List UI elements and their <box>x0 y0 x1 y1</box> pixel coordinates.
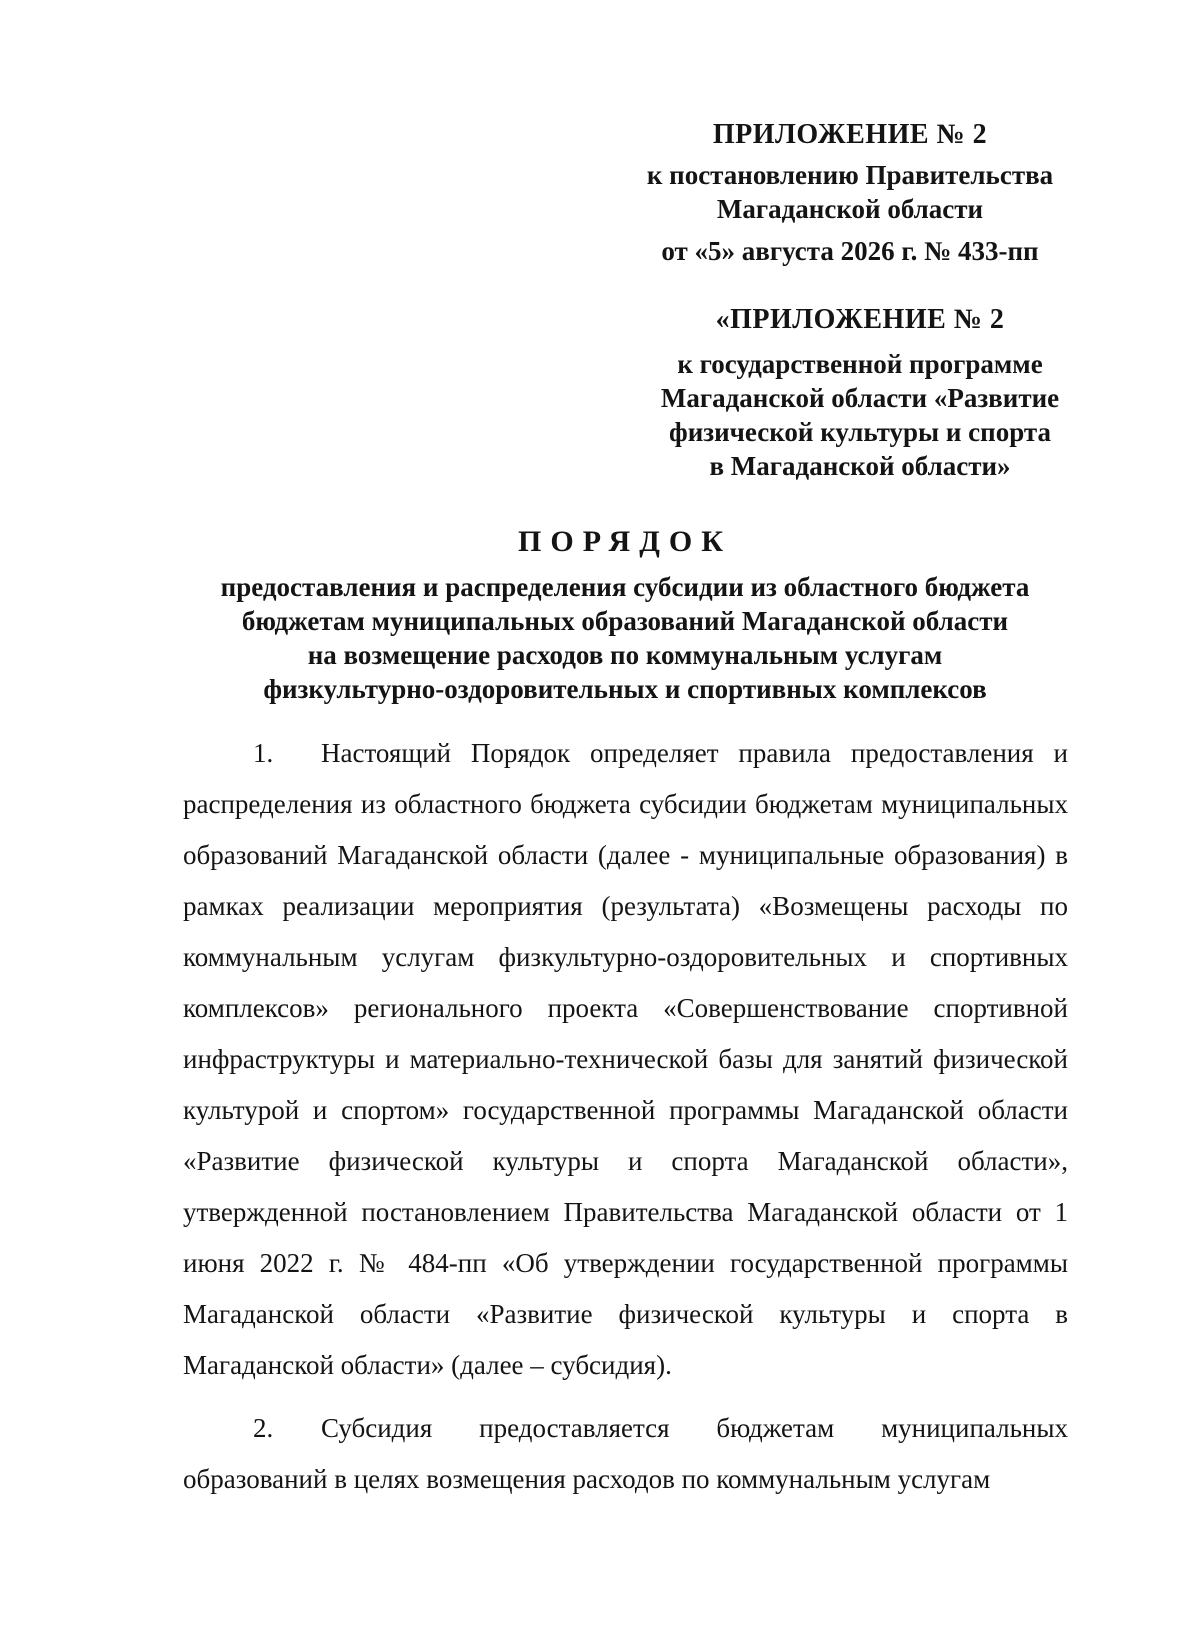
paragraph-text: Субсидия предоставляется бюджетам муниципальных образований в целях возмещения расходов по коммунальным услугам <box>183 1413 1068 1494</box>
attachment-header-program <box>620 303 1100 483</box>
document-body <box>183 728 1068 1505</box>
attachment-title: «ПРИЛОЖЕНИЕ № 2 <box>715 304 1005 335</box>
attachment-line: к постановлению Правительства <box>646 160 1054 190</box>
attachment-date: от «5» августа 2026 г. № 433-пп <box>661 236 1039 266</box>
attachment-line: в Магаданской области» <box>709 451 1011 481</box>
subtitle-line: физкультурно-оздоровительных и спортивных комплексов <box>263 674 987 704</box>
paragraph <box>183 728 1068 1391</box>
paragraph-number: 1. <box>253 738 274 768</box>
attachment-line: физической культуры и спорта <box>669 417 1051 447</box>
paragraph-text: Настоящий Порядок определяет правила предоставления и распределения из областного бюджета субсидии бюджетам муниципальных образований Магаданской области (далее - муниципальные образования) в рамках реализации мероприятия (результата) «Возмещены расходы по коммунальным услугам физкультурно-оздоровительных и спортивных комплексов» регионального проекта «Совершенствование спортивной инфраструктуры и материально-технической базы для занятий физической культурой и спортом» государственной программы Магаданской области «Развитие физической культуры и спорта Магаданской области», утвержденной постановлением Правительства Магаданской области от 1 июня 2022 г. № 484-пп «Об утверждении государственной программы Магаданской области «Развитие физической культуры и спорта в Магаданской области» (далее – субсидия). <box>183 738 1068 1380</box>
subtitle-line: на возмещение расходов по коммунальным услугам <box>307 640 943 670</box>
subtitle-line: бюджетам муниципальных образований Магаданской области <box>241 606 1009 636</box>
paragraph-number: 2. <box>253 1413 274 1443</box>
attachment-line: Магаданской области <box>716 194 984 224</box>
attachment-title: ПРИЛОЖЕНИЕ № 2 <box>712 119 988 150</box>
attachment-line: Магаданской области «Развитие <box>660 383 1060 413</box>
document-subtitle <box>170 570 1080 706</box>
document-title: ПОРЯДОК <box>518 525 732 558</box>
attachment-header-resolution <box>610 118 1090 268</box>
attachment-line: к государственной программе <box>677 349 1043 379</box>
subtitle-line: предоставления и распределения субсидии из областного бюджета <box>220 572 1030 602</box>
paragraph <box>183 1403 1068 1505</box>
